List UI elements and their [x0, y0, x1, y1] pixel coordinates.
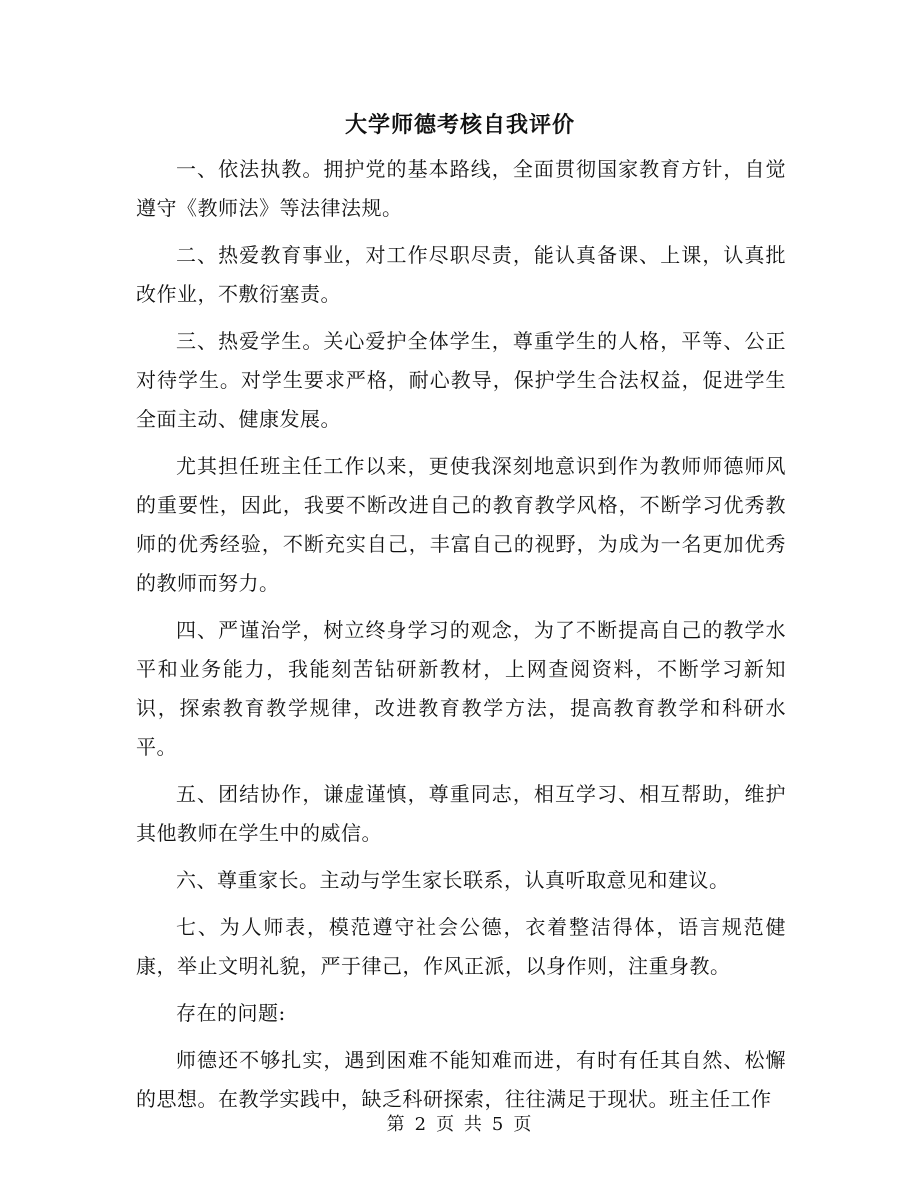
current-page-number: 2 [414, 1114, 429, 1135]
paragraph-6: 五、团结协作，谦虚谨慎，尊重同志，相互学习、相互帮助，维护其他教师在学生中的威信。 [136, 782, 786, 845]
page-footer [0, 1110, 920, 1136]
paragraph-9: 师德还不够扎实，遇到困难不能知难而进，有时有任其自然、松懈的思想。在教学实践中，缺乏科研探索，往往满足于现状。班主任工作 [136, 1048, 786, 1111]
document-title: 大学师德考核自我评价 [344, 112, 575, 138]
paragraph-1: 一、依法执教。拥护党的基本路线，全面贯彻国家教育方针，自觉遵守《教师法》等法律法规。 [136, 157, 786, 220]
paragraph-7: 六、尊重家长。主动与学生家长联系，认真听取意见和建议。 [176, 868, 730, 892]
section-heading-problems: 存在的问题: [176, 1001, 286, 1025]
paragraph-4: 尤其担任班主任工作以来，更使我深刻地意识到作为教师师德师风的重要性，因此，我要不断改进自己的教育教学风格，不断学习优秀教师的优秀经验，不断充实自己，丰富自己的视野，为成为一名更加优秀的教师而努力。 [136, 454, 786, 595]
paragraph-2: 二、热爱教育事业，对工作尽职尽责，能认真备课、上课，认真批改作业，不敷衍塞责。 [136, 243, 786, 306]
document-body [136, 150, 786, 1127]
page-label-suffix: 页 [513, 1114, 534, 1135]
total-pages-number: 5 [491, 1114, 506, 1135]
paragraph-8: 七、为人师表，模范遵守社会公德，衣着整洁得体，语言规范健康，举止文明礼貌，严于律己，作风正派，以身作则，注重身教。 [136, 915, 786, 978]
paragraph-5: 四、严谨治学，树立终身学习的观念，为了不断提高自己的教学水平和业务能力，我能刻苦钻研新教材，上网查阅资料，不断学习新知识，探索教育教学规律，改进教育教学方法，提高教育教学和科研水平。 [136, 618, 786, 759]
paragraph-3: 三、热爱学生。关心爱护全体学生，尊重学生的人格，平等、公正对待学生。对学生要求严格，耐心教导，保护学生合法权益，促进学生全面主动、健康发展。 [136, 329, 786, 431]
page-label-prefix: 第 [386, 1114, 407, 1135]
page-label-mid: 页 共 [436, 1114, 484, 1135]
